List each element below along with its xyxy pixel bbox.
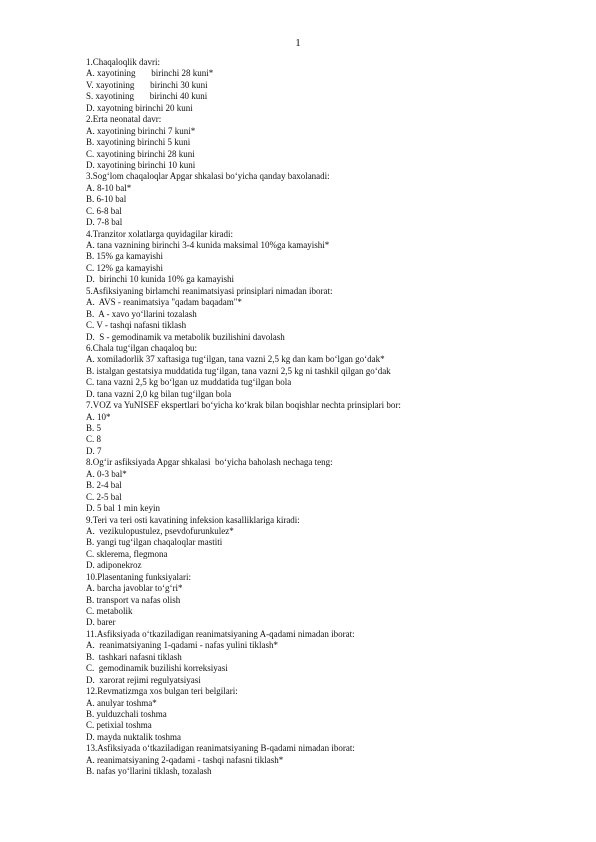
text-line: A. vezikulopustulez, psevdofurunkulez* bbox=[86, 525, 234, 536]
text-line: A. AVS - reanimatsiya "qadam baqadam"* bbox=[86, 297, 242, 308]
text-line: C. sklerema, flegmona bbox=[86, 548, 168, 559]
text-line: A. reanimatsiyaning 2-qadami - tashqi nafasni tiklash* bbox=[86, 754, 284, 765]
text-line: A. 8-10 bal* bbox=[86, 182, 132, 193]
text-line: B. 2-4 bal bbox=[86, 480, 122, 491]
text-line: A. 0-3 bal* bbox=[86, 468, 127, 479]
text-line: B. istalgan gestatsiya muddatida tug‘ilgan, tana vazni 2,5 kg ni tashkil qilgan go‘dak bbox=[86, 365, 391, 376]
text-line: B. 15% ga kamayishi bbox=[86, 251, 163, 262]
text-line: 7.VOZ va YuNISEF ekspertlari bo‘yicha ko‘krak bilan boqishlar nechta prinsiplari bor: bbox=[86, 400, 401, 411]
text-line: C. petixial toshma bbox=[86, 720, 152, 731]
text-line: C. xayotining birinchi 28 kuni bbox=[86, 148, 195, 159]
text-line: A. barcha javoblar to‘g‘ri* bbox=[86, 583, 183, 594]
text-line: A. xomiladorlik 37 xaftasiga tug‘ilgan, tana vazni 2,5 kg dan kam bo‘lgan go‘dak* bbox=[86, 354, 385, 365]
text-line: 11.Asfiksiyada o‘tkaziladigan reanimatsiyaning A-qadami nimadan iborat: bbox=[86, 628, 355, 639]
text-line: C. V - tashqi nafasni tiklash bbox=[86, 320, 187, 331]
text-line: 13.Asfiksiyada o‘tkaziladigan reanimatsiyaning B-qadami nimadan iborat: bbox=[86, 743, 355, 754]
text-line: A. 10* bbox=[86, 411, 111, 422]
text-line: C. 12% ga kamayishi bbox=[86, 262, 163, 273]
text-line: C. 2-5 bal bbox=[86, 491, 122, 502]
text-line: B. xayotining birinchi 5 kuni bbox=[86, 137, 191, 148]
text-line: 3.Sog‘lom chaqaloqlar Apgar shkalasi bo‘yicha qanday baxolanadi: bbox=[86, 171, 330, 182]
text-line: 2.Erta neonatal davr: bbox=[86, 114, 162, 125]
text-line: A. xayotining birinchi 7 kuni* bbox=[86, 125, 196, 136]
text-line: D. barer bbox=[86, 617, 116, 628]
text-line: 4.Tranzitor xolatlarga quyidagilar kiradi: bbox=[86, 228, 233, 239]
text-line: B. tashkari nafasni tiklash bbox=[86, 651, 182, 662]
text-line: B. 6-10 bal bbox=[86, 194, 127, 205]
text-line: C. metabolik bbox=[86, 606, 133, 616]
page-number: 1 bbox=[295, 37, 301, 49]
text-line: D. 7 bbox=[86, 445, 102, 456]
text-line: A. reanimatsiyaning 1-qadami - nafas yulini tiklash* bbox=[86, 640, 278, 651]
text-line: 8.Og‘ir asfiksiyada Apgar shkalasi bo‘yicha baholash nechaga teng: bbox=[86, 457, 333, 468]
text-line: C. gemodinamik buzilishi korreksiyasi bbox=[86, 663, 228, 674]
text-line: D. S - gemodinamik va metabolik buzilishini davolash bbox=[86, 331, 285, 342]
text-line: D. xarorat rejimi regulyatsiyasi bbox=[86, 674, 201, 685]
text-line: V. xayotining birinchi 30 kuni bbox=[86, 79, 208, 90]
text-line: 5.Asfiksiyaning birlamchi reanimatsiyasi prinsiplari nimadan iborat: bbox=[86, 285, 333, 296]
text-line: C. 6-8 bal bbox=[86, 205, 122, 216]
text-line: D. mayda nuktalik toshma bbox=[86, 731, 181, 742]
text-line: 9.Teri va teri osti kavatining infeksion kasalliklariga kiradi: bbox=[86, 514, 300, 525]
text-line: B. 5 bbox=[86, 423, 102, 433]
text-line: C. 8 bbox=[86, 434, 102, 445]
text-line: B. transport va nafas olish bbox=[86, 594, 181, 605]
text-line: C. tana vazni 2,5 kg bo‘lgan uz muddatida tug‘ilgan bola bbox=[86, 377, 292, 388]
text-line: D. xayotning birinchi 20 kuni bbox=[86, 102, 193, 113]
text-line: D. 5 bal 1 min keyin bbox=[86, 503, 160, 514]
text-line: B. nafas yo‘llarini tiklash, tozalash bbox=[86, 766, 212, 777]
text-line: 6.Chala tug‘ilgan chaqaloq bu: bbox=[86, 342, 197, 353]
text-line: D. adiponekroz bbox=[86, 560, 142, 571]
text-line: B. A - xavo yo‘llarini tozalash bbox=[86, 308, 197, 319]
question-list bbox=[86, 57, 581, 778]
text-line: B. yangi tug‘ilgan chaqaloqlar mastiti bbox=[86, 537, 223, 548]
text-line: D. 7-8 bal bbox=[86, 217, 123, 228]
text-line: B. yulduzchali toshma bbox=[86, 708, 167, 719]
text-line: D. birinchi 10 kunida 10% ga kamayishi bbox=[86, 274, 234, 285]
text-line: 1.Chaqaloqlik davri: bbox=[86, 57, 160, 67]
text-line: D. xayotining birinchi 10 kuni bbox=[86, 159, 196, 170]
text-line: 12.Revmatizmga xos bulgan teri belgilari: bbox=[86, 686, 238, 697]
text-line: 10.Plasentaning funksiyalari: bbox=[86, 571, 191, 582]
text-line: S. xayotining birinchi 40 kuni bbox=[86, 91, 208, 102]
text-line: A. xayotining birinchi 28 kuni* bbox=[86, 68, 214, 79]
text-line: D. tana vazni 2,0 kg bilan tug‘ilgan bola bbox=[86, 388, 232, 399]
text-line: A. tana vaznining birinchi 3-4 kunida maksimal 10%ga kamayishi* bbox=[86, 240, 330, 250]
text-line: A. anulyar toshma* bbox=[86, 697, 157, 708]
